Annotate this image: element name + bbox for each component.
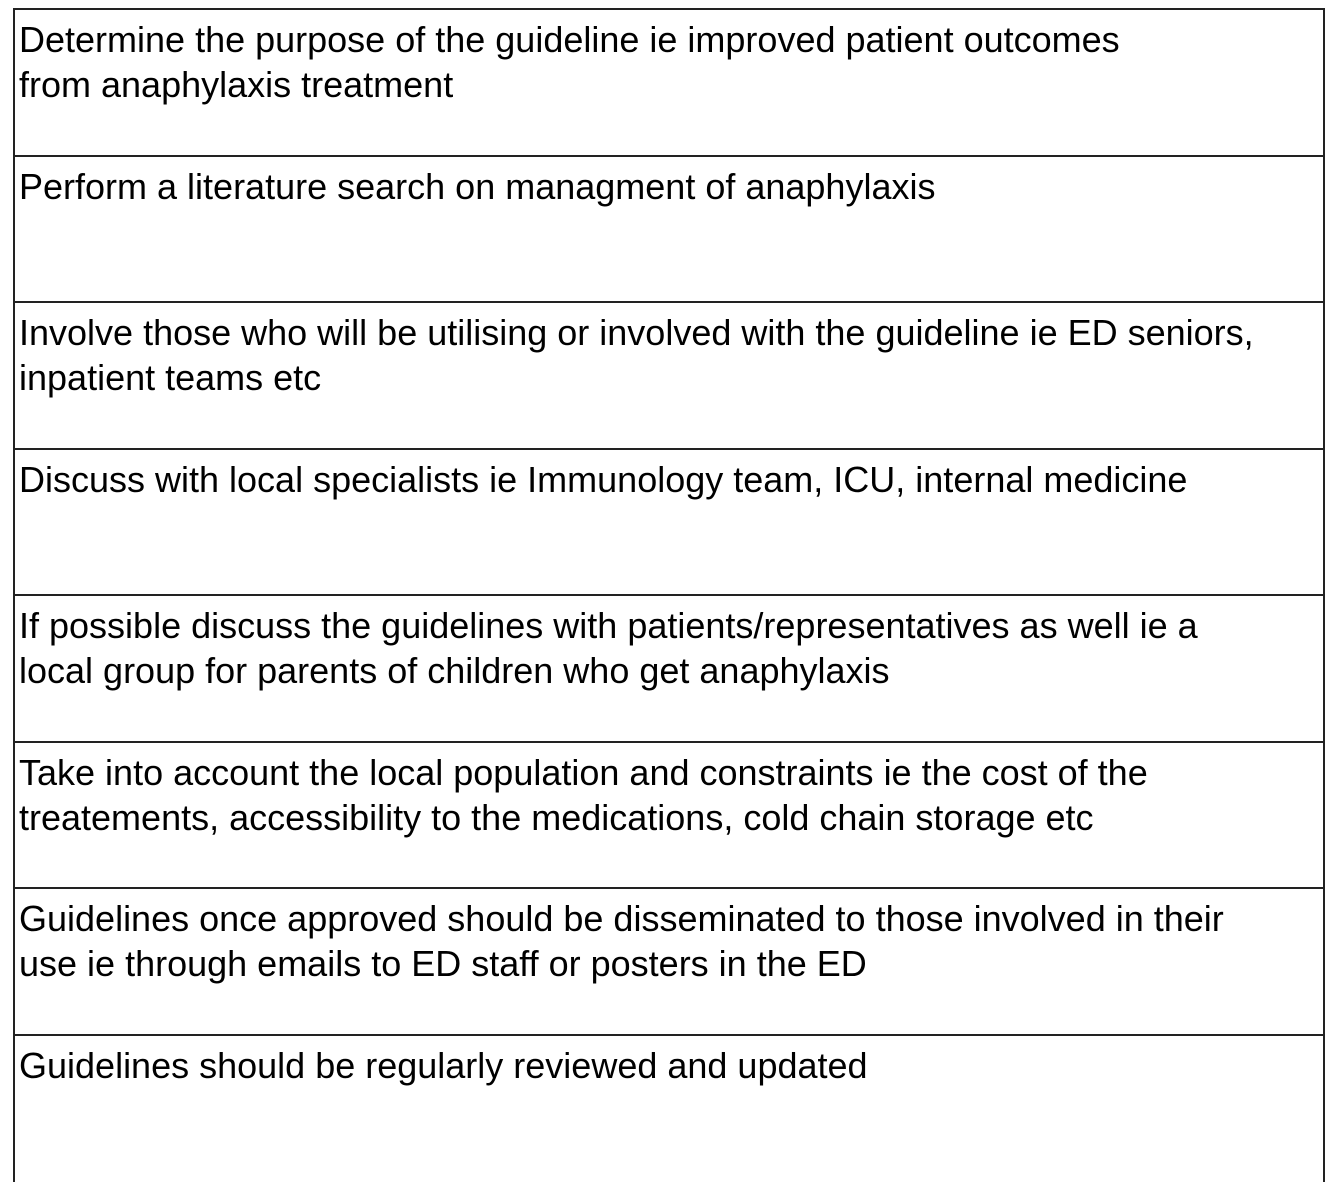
guideline-steps-table [13,8,1325,1182]
table-row-dissemination: Guidelines once approved should be disseminated to those involved in their use ie through emails to ED staff or posters in the ED [15,889,1323,1036]
table-row-purpose: Determine the purpose of the guideline ie improved patient outcomes from anaphylaxis treatment [15,10,1323,157]
table-row-review-update: Guidelines should be regularly reviewed and updated [15,1036,1323,1182]
table-row-involve-users: Involve those who will be utilising or involved with the guideline ie ED seniors, inpatient teams etc [15,303,1323,450]
table-row-literature-search: Perform a literature search on managment of anaphylaxis [15,157,1323,304]
table-row-patients-representatives: If possible discuss the guidelines with patients/representatives as well ie a local group for parents of children who get anaphylaxis [15,596,1323,743]
table-row-local-constraints: Take into account the local population and constraints ie the cost of the treatements, accessibility to the medications, cold chain storage etc [15,743,1323,890]
table-row-local-specialists: Discuss with local specialists ie Immunology team, ICU, internal medicine [15,450,1323,597]
